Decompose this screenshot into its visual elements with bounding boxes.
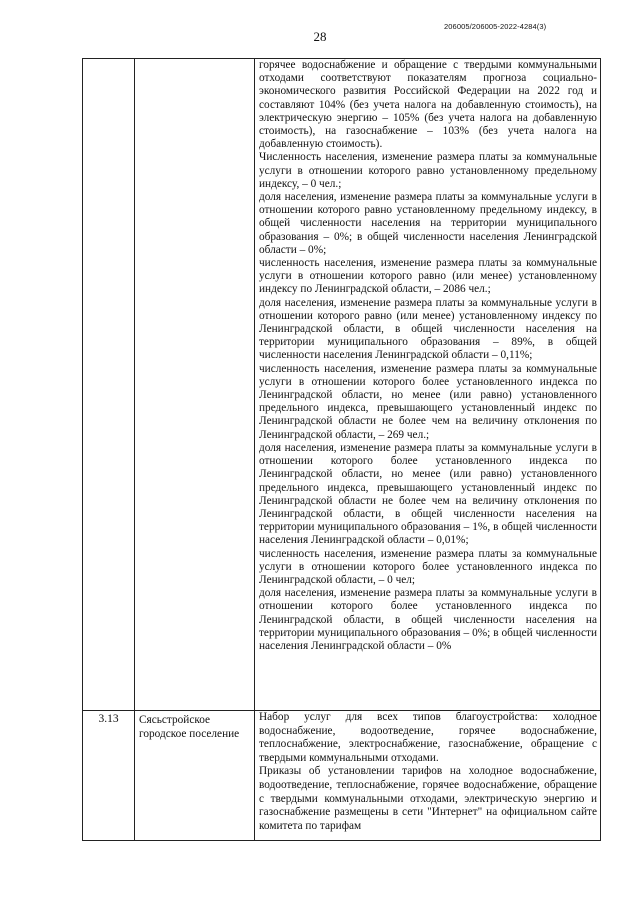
page-number: 28 — [313, 29, 327, 44]
paragraph: Численность населения, изменение размера платы за коммунальные услуги в отношении которого равно установленному предельному индексу, – 0 чел.; — [259, 151, 597, 190]
paragraph: численность населения, изменение размера платы за коммунальные услуги в отношении которого более установленного индекса по Ленинградской области, – 0 чел; — [259, 547, 597, 586]
row-number-cell — [83, 59, 135, 711]
paragraph: численность населения, изменение размера платы за коммунальные услуги в отношении которого более установленного индекса по Ленинградской области, но менее (или равно) установленного предельного индекса, превышающего установленный индекс по Ленинградской области не более чем на величину отклонения по Ленинградской области, – 269 чел.; — [259, 362, 597, 441]
document-table — [82, 58, 601, 841]
row-name-cell: Сясьстройское городское поселение — [135, 711, 255, 841]
paragraph: доля населения, изменение размера платы за коммунальные услуги в отношении которого равно установленному предельному индексу, в общей численности населения на территории муниципального образования – 0%; в общей численности населения Ленинградской области – 0%; — [259, 191, 597, 256]
paragraph: доля населения, изменение размера платы за коммунальные услуги в отношении которого равно (или менее) установленному индексу по Ленинградской области, в общей численности населения на территории муниципального образования – 89%, в общей численности населения Ленинградской области – 0,11%; — [259, 296, 597, 362]
row-name-cell — [135, 59, 255, 711]
paragraph: доля населения, изменение размера платы за коммунальные услуги в отношении которого более установленного индекса по Ленинградской области, в общей численности населения на территории муниципального образования – 0%; в общей численности населения Ленинградской области – 0% — [259, 587, 597, 652]
row-number-cell: 3.13 — [83, 711, 135, 841]
paragraph: Приказы об установлении тарифов на холодное водоснабжение, водоотведение, теплоснабжение, горячее водоснабжение, обращение с твердыми коммунальными отходами, электрическую энергию и газоснабжение размещены в сети "Интернет" на официальном сайте комитета по тарифам — [259, 765, 597, 832]
paragraph: доля населения, изменение размера платы за коммунальные услуги в отношении которого более установленного индекса по Ленинградской области, но менее (или равно) установленного предельного индекса, превышающего установленный индекс по Ленинградской области не более чем на величину отклонения по Ленинградской области, в общей численности населения на территории муниципального образования – 1%, в общей численности населения Ленинградской области – 0,01%; — [259, 441, 597, 547]
paragraph: горячее водоснабжение и обращение с твердыми коммунальными отходами соответствуют показателям прогноза социально-экономического развития Российской Федерации на 2022 год и составляют 104% (без учета налога на добавленную стоимость), на электрическую энергию – 105% (без учета налога на добавленную стоимость), на газоснабжение – 103% (без учета налога на добавленную стоимость). — [259, 59, 597, 151]
table-row — [83, 711, 601, 841]
document-code: 206005/206005-2022-4284(3) — [444, 22, 547, 31]
row-description-cell — [255, 59, 601, 711]
table-row — [83, 59, 601, 711]
row-description-cell — [255, 711, 601, 841]
paragraph: численность населения, изменение размера платы за коммунальные услуги в отношении которого равно (или менее) установленному индексу по Ленинградской области, – 2086 чел.; — [259, 257, 597, 296]
paragraph: Набор услуг для всех типов благоустройства: холодное водоснабжение, водоотведение, горячее водоснабжение, теплоснабжение, электроснабжение, газоснабжение, обращение с твердыми коммунальными отходами. — [259, 711, 597, 764]
